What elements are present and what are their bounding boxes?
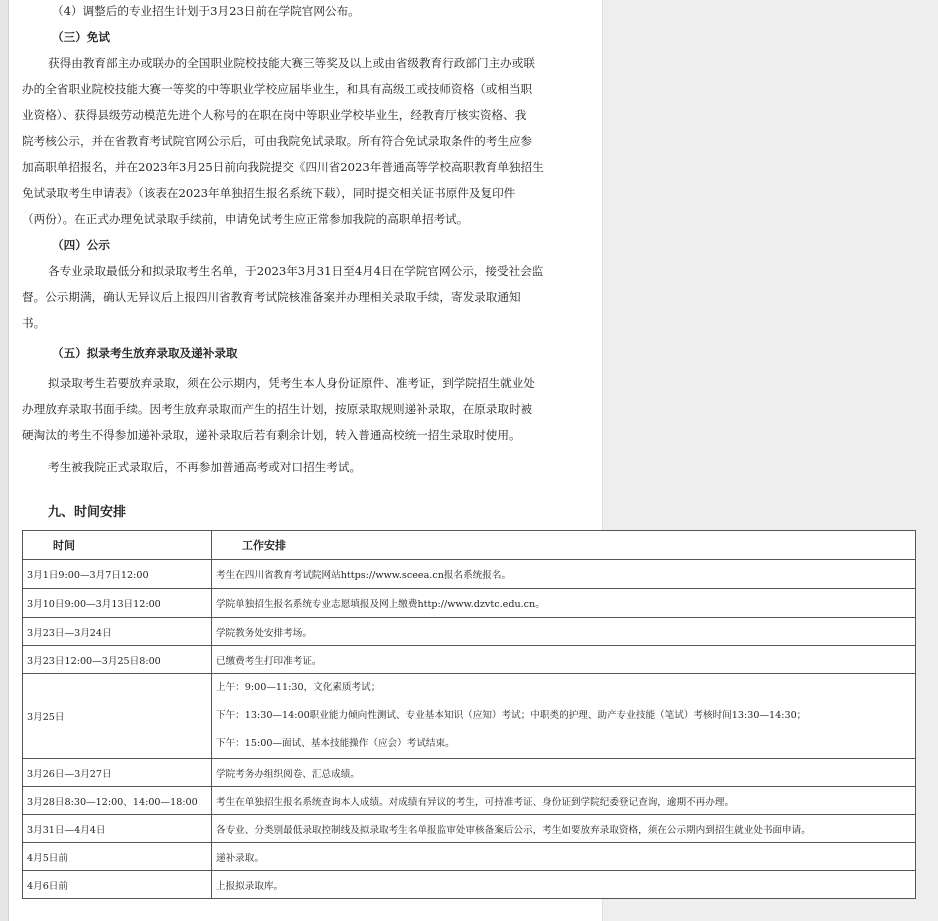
paragraph-exempt-line: 院考核公示，并在省教育考试院官网公示后，可由我院免试录取。所有符合免试录取条件的考生应参 bbox=[22, 134, 533, 148]
table-header-time: 时间 bbox=[23, 531, 212, 560]
paragraph-exempt-line: 办的全省职业院校技能大赛一等奖的中等职业学校应届毕业生，和具有高级工或技师资格（或相当职 bbox=[22, 82, 533, 96]
table-cell-task-multiline bbox=[212, 674, 916, 759]
table-cell-time: 3月23日—3月24日 bbox=[23, 618, 212, 646]
table-cell-task: 学院教务处安排考场。 bbox=[212, 618, 916, 646]
table-header-task: 工作安排 bbox=[212, 531, 916, 560]
article-body bbox=[22, 0, 592, 480]
table-row bbox=[23, 759, 916, 787]
task-line: 下午：15:00—面试、基本技能操作（应会）考试结束。 bbox=[216, 738, 455, 749]
paragraph-giveup-line: 硬淘汰的考生不得参加递补录取，递补录取后若有剩余计划，转入普通高校统一招生录取时使用。 bbox=[22, 428, 521, 442]
table-row bbox=[23, 674, 916, 759]
table-row bbox=[23, 646, 916, 674]
table-cell-task: 考生在四川省教育考试院网站https://www.sceea.cn报名系统报名。 bbox=[212, 560, 916, 589]
paragraph-public-line: 各专业录取最低分和拟录取考生名单，于2023年3月31日至4月4日在学院官网公示，接受社会监 bbox=[48, 264, 544, 278]
paragraph-exempt-line: 业资格）、获得县级劳动模范先进个人称号的在职在岗中等职业学校毕业生，经教育厅核实资格、我 bbox=[22, 108, 527, 122]
table-row bbox=[23, 618, 916, 646]
schedule-table bbox=[22, 530, 916, 899]
paragraph-final: 考生被我院正式录取后，不再参加普通高考或对口招生考试。 bbox=[48, 460, 362, 474]
heading-exempt: （三）免试 bbox=[52, 30, 110, 44]
table-row bbox=[23, 787, 916, 815]
paragraph-public-line: 督。公示期满，确认无异议后上报四川省教育考试院核准备案并办理相关录取手续，寄发录取通知 bbox=[22, 290, 521, 304]
table-cell-time: 3月25日 bbox=[23, 674, 212, 759]
paragraph-exempt-line: 获得由教育部主办或联办的全国职业院校技能大赛三等奖及以上或由省级教育行政部门主办或联 bbox=[48, 56, 535, 70]
table-row bbox=[23, 843, 916, 871]
table-cell-task: 已缴费考生打印准考证。 bbox=[212, 646, 916, 674]
section-title-schedule: 九、时间安排 bbox=[48, 505, 127, 520]
table-cell-time: 3月10日9:00—3月13日12:00 bbox=[23, 589, 212, 618]
table-cell-time: 4月6日前 bbox=[23, 871, 212, 899]
table-row bbox=[23, 871, 916, 899]
table-header-row bbox=[23, 531, 916, 560]
table-cell-time: 3月31日—4月4日 bbox=[23, 815, 212, 843]
paragraph-item-4: （4）调整后的专业招生计划于3月23日前在学院官网公布。 bbox=[52, 4, 360, 18]
paragraph-exempt-line: （两份）。在正式办理免试录取手续前，申请免试考生应正常参加我院的高职单招考试。 bbox=[22, 212, 469, 226]
table-cell-time: 3月23日12:00—3月25日8:00 bbox=[23, 646, 212, 674]
paragraph-exempt-line: 加高职单招报名，并在2023年3月25日前向我院提交《四川省2023年普通高等学校高职教育单独招生 bbox=[22, 160, 544, 174]
task-line: 下午：13:30—14:00职业能力倾向性测试、专业基本知识（应知）考试；中职类的护理、助产专业技能（笔试）考核时间13:30—14:30； bbox=[216, 710, 807, 721]
table-row bbox=[23, 589, 916, 618]
table-cell-task: 上报拟录取库。 bbox=[212, 871, 916, 899]
heading-public: （四）公示 bbox=[52, 238, 110, 252]
table-row bbox=[23, 815, 916, 843]
paragraph-giveup-line: 拟录取考生若要放弃录取，须在公示期内，凭考生本人身份证原件、准考证，到学院招生就业处 bbox=[48, 376, 535, 390]
paragraph-public-line: 书。 bbox=[22, 316, 46, 330]
paragraph-exempt-line: 免试录取考生申请表》（该表在2023年单独招生报名系统下载），同时提交相关证书原件及复印件 bbox=[22, 186, 516, 200]
paragraph-giveup-line: 办理放弃录取书面手续。因考生放弃录取而产生的招生计划，按原录取规则递补录取，在原录取时被 bbox=[22, 402, 533, 416]
table-cell-task: 学院考务办组织阅卷、汇总成绩。 bbox=[212, 759, 916, 787]
table-cell-time: 4月5日前 bbox=[23, 843, 212, 871]
task-line: 上午：9:00—11:30，文化素质考试； bbox=[216, 682, 381, 693]
table-cell-task: 递补录取。 bbox=[212, 843, 916, 871]
left-scroll-edge bbox=[0, 0, 9, 921]
table-cell-time: 3月28日8:30—12:00、14:00—18:00 bbox=[23, 787, 212, 815]
table-cell-task: 考生在单独招生报名系统查询本人成绩。对成绩有异议的考生，可持准考证、身份证到学院纪委登记查询，逾期不再办理。 bbox=[212, 787, 916, 815]
heading-giveup: （五）拟录考生放弃录取及递补录取 bbox=[52, 346, 238, 360]
table-cell-task: 学院单独招生报名系统专业志愿填报及网上缴费http://www.dzvtc.edu.cn。 bbox=[212, 589, 916, 618]
table-cell-time: 3月1日9:00—3月7日12:00 bbox=[23, 560, 212, 589]
table-row bbox=[23, 560, 916, 589]
table-cell-task: 各专业、分类别最低录取控制线及拟录取考生名单报监审处审核备案后公示，考生如要放弃录取资格，须在公示期内到招生就业处书面申请。 bbox=[212, 815, 916, 843]
table-cell-time: 3月26日—3月27日 bbox=[23, 759, 212, 787]
